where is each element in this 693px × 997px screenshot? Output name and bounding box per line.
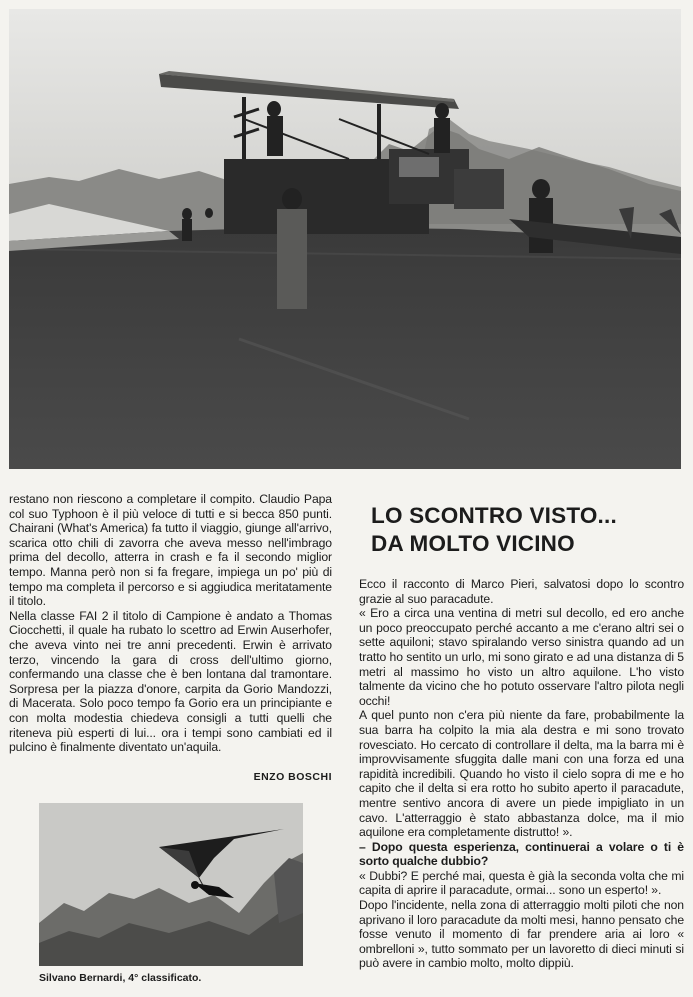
article-paragraph: restano non riescono a completare il compito. Claudio Papa col suo Typhoon è il più veloce di tutti e si becca 850 punti. Chairani (What's America) fa tutto il viaggio, giunge all'arrivo, scarica otto chili di zavorra che aveva messo nell'imbrago prima del decollo, atterra in crash e fa il secondo miglior tempo. Manna però non si fa fregare, impiega un po' più di tempo ma completa il percorso e si aggiudica meritatamente il titolo. (9, 492, 332, 609)
right-article-column (359, 500, 684, 971)
article-paragraph: Nella classe FAI 2 il titolo di Campione è andato a Thomas Ciocchetti, il quale ha rubato lo scettro ad Erwin Auserhofer, che aveva vinto nei tre anni precedenti. Erwin è arrivato terzo, vincendo la gara di cross dell'ultimo giorno, confermando una classe che è ben lontana dal tramontare. Sorpresa per la piazza d'onore, carpita da Gorio Mandozzi, di Macerata. Solo poco tempo fa Gorio era un principiante e con molta modestia chiedeva consigli a tutti quelli che riteneva più esperti di lui... ora i tempi sono cambiati ed il pulcino è finalmente diventato un'aquila. (9, 608, 332, 755)
title-line: LO SCONTRO VISTO... (371, 503, 617, 528)
article-author: ENZO BOSCHI (253, 770, 332, 783)
title-line: DA MOLTO VICINO (371, 531, 575, 556)
article-paragraph: A quel punto non c'era più niente da fare, probabilmente la sua barra ha colpito la mia ala destra e mi sono trovato rovesciato. Ho cercato di controllare il delta, ma la barra mi è improvvisamente sfuggita dalle mani con una forza ed una rapidità incredibili. Quando ho visto il cielo sopra di me e ho capito che il delta si era rotto ho subito aperto il paracadute, mentre sentivo ancora di avere un piede impigliato in un cavo. L'atterraggio è stato abbastanza dolce, ma il mio aquilone era completamente distrutto! ». (359, 708, 684, 840)
article-paragraph: Dopo l'incidente, nella zona di atterraggio molti piloti che non aprivano il loro paracadute da molti mesi, hanno pensato che fosse venuto il momento di far prendere aria ai loro « ombrelloni », tutto sommato per un lavoretto di dieci minuti si può avere in cambio molto, molto dippiù. (359, 898, 684, 971)
hang-glider-truck-photo (9, 9, 681, 469)
article-intro: Ecco il racconto di Marco Pieri, salvatosi dopo lo scontro grazie al suo paracadute. (359, 577, 684, 606)
article-paragraph: « Ero a circa una ventina di metri sul decollo, ed ero anche un poco preoccupato perché accanto a me c'erano altri sei o sette aquiloni; stavo spiralando verso sinistra quando ad un tratto ho sentito un urlo, mi sono girato e ad una distanza di 5 metri al massimo ho visto un altro aquilone. L'ho visto talmente da vicino che ho potuto osservare l'altro pilota negli occhi! (359, 606, 684, 708)
photo-caption: Silvano Bernardi, 4° classificato. (39, 972, 202, 984)
interview-question: – Dopo questa esperienza, continuerai a volare o ti è sorto qualche dubbio? (359, 839, 684, 869)
left-article-column (9, 492, 332, 783)
interview-answer: « Dubbi? E perché mai, questa è già la seconda volta che mi capita di aprire il paracadute, ormai... sono un esperto! ». (359, 868, 684, 898)
pilot-flying-photo (39, 803, 303, 966)
article-title (371, 502, 684, 558)
